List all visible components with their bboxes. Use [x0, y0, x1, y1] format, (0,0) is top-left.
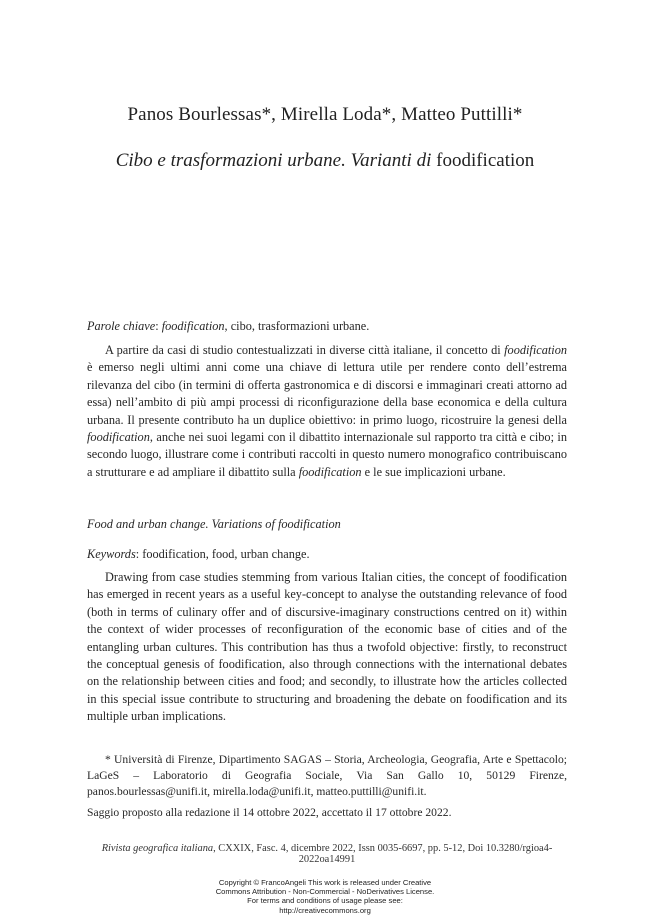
submission-dates: Saggio proposto alla redazione il 14 ottobre 2022, accettato il 17 ottobre 2022.: [87, 806, 452, 819]
keywords-italian-rest: , cibo, trasformazioni urbane.: [224, 319, 370, 333]
english-title: Food and urban change. Variations of foodification: [87, 517, 341, 531]
keywords-english-text: : foodification, food, urban change.: [135, 547, 310, 561]
abstract-english: Drawing from case studies stemming from various Italian cities, the concept of foodification has emerged in recent years as a useful key-concept to analyse the outstanding relevance of food (both in terms of culinary offer and of discursive-imaginary constructions centred on it) within the context of wider processes of reconfiguration of the economic base of cities and of the entangling urban cultures. This contribution has thus a twofold objective: firstly, to reconstruct the conceptual genesis of foodification, also through connections with the international debates on the relationship between cities and food; and secondly, to illustrate how the articles collected in this special issue contribute to structuring and broadening the debate on foodification and its multiple urban implications.: [87, 570, 567, 724]
license-line: For terms and conditions of usage please see:: [247, 896, 403, 906]
abstract-italian: [87, 342, 567, 481]
keywords-english-label: Keywords: [87, 547, 136, 561]
license-notice: [0, 878, 650, 915]
journal-details: , CXXIX, Fasc. 4, dicembre 2022, Issn 0035-6697, pp. 5-12, Doi 10.3280/rgioa4-2022oa14991: [213, 843, 553, 865]
article-title-roman: foodification: [436, 150, 535, 171]
journal-citation: [87, 843, 567, 865]
affiliation-footnote: * Università di Firenze, Dipartimento SAGAS – Storia, Archeologia, Geografia, Arte e Spettacolo; LaGeS – Laboratorio di Geografia Sociale, Via San Gallo 10, 50129 Firenze, panos.bourlessas@unifi.it, mirella.loda@unifi.it, matteo.puttilli@unifi.it.: [87, 753, 567, 799]
keywords-english: [87, 546, 567, 563]
keywords-italian-sep: :: [155, 319, 162, 333]
keywords-italian-label: Parole chiave: [87, 319, 156, 333]
abstract-italian-part: è emerso negli ultimi anni come una chiave di lettura utile per rendere conto dell’estrema rilevanza del cibo (in termini di offerta gastronomica e di discorsi e immaginari creati attorno ad essa) nell’ambito di più ampi processi di riconfigurazione della base economica e della cultura urbana. Il presente contributo ha un duplice obiettivo: in primo luogo, ricostruire la genesi della: [87, 360, 567, 427]
abstract-italian-part: , anche nei suoi legami con il dibattito internazionale sul rapporto tra città e cibo; in secondo luogo, illustrare come i contributi raccolti in questo numero monografico contribuiscano a strutturare e ad ampliare il dibattito sulla: [87, 430, 567, 479]
abstract-italian-term: foodification: [504, 343, 567, 357]
keywords-italian: [87, 318, 567, 335]
license-line: Copyright © FrancoAngeli This work is released under Creative: [218, 878, 432, 887]
license-link[interactable]: http://creativecommons.org: [279, 905, 371, 915]
abstract-italian-part: A partire da casi di studio contestualizzati in diverse città italiane, il concetto di: [105, 343, 505, 357]
article-title-italic: Cibo e trasformazioni urbane. Varianti di: [115, 150, 437, 171]
authors: Panos Bourlessas*, Mirella Loda*, Matteo Puttilli*: [127, 104, 523, 125]
license-line: Commons Attribution - Non-Commercial - NoDerivatives License.: [215, 887, 435, 897]
abstract-italian-term: foodification: [298, 464, 362, 479]
abstract-italian-term: foodification: [87, 430, 150, 445]
article-title: [0, 150, 650, 172]
keywords-italian-first: foodification: [161, 319, 225, 333]
journal-name: Rivista geografica italiana: [101, 843, 214, 854]
abstract-italian-part: e le sue implicazioni urbane.: [361, 464, 506, 479]
